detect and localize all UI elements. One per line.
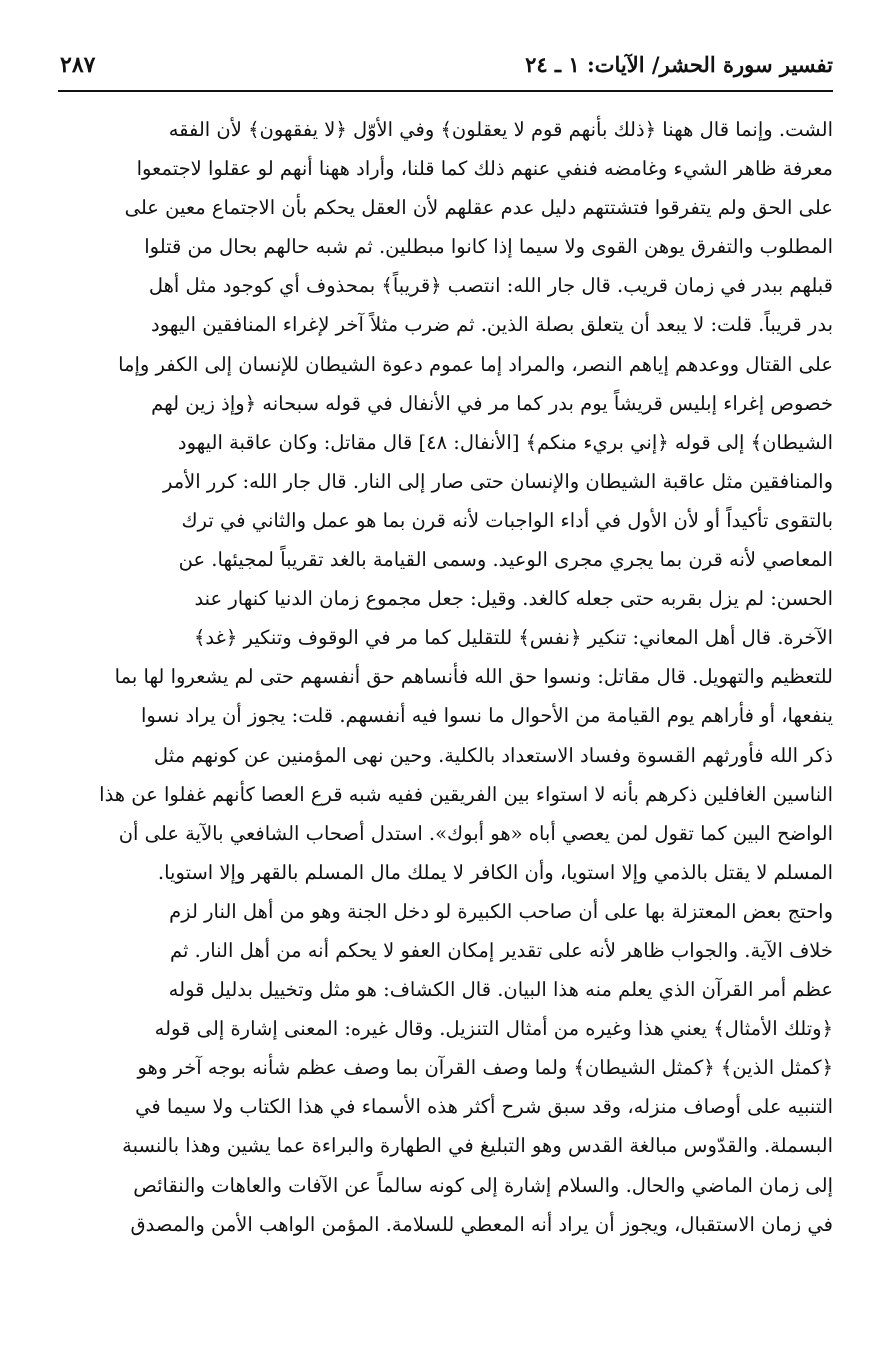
page-number: ٢٨٧ (60, 52, 96, 78)
text-line: الشيطان﴾ إلى قوله ﴿إني بريء منكم﴾ [الأنفال: ٤٨] قال مقاتل: وكان عاقبة اليهود (177, 430, 833, 454)
page-header (58, 52, 833, 86)
text-line: بالتقوى تأكيداً أو لأن الأول في أداء الواجبات لأنه قرن بما هو عمل والثاني في ترك (181, 508, 833, 532)
text-line: التنبيه على أوصاف منزله، وقد سبق شرح أكثر هذه الأسماء في هذا الكتاب ولا سيما في (135, 1095, 833, 1119)
header-divider (58, 90, 833, 92)
text-line: للتعظيم والتهويل. قال مقاتل: ونسوا حق الله فأنساهم حق أنفسهم حتى لم يشعروا لها بما (114, 665, 833, 689)
text-line: الناسين الغافلين ذكرهم بأنه لا استواء بين الفريقين ففيه شبه قرع العصا كأنهم غفلوا عن هذا (99, 782, 833, 806)
text-line: على القتال ووعدهم إياهم النصر، والمراد إما عموم دعوة الشيطان للإنسان إلى الكفر وإما (118, 352, 833, 376)
text-line: في زمان الاستقبال، ويجوز أن يراد أنه المعطي للسلامة. المؤمن الواهب الأمن والمصدق (130, 1212, 833, 1236)
body-text (58, 110, 833, 1244)
text-line: معرفة ظاهر الشيء وغامضه فنفي عنهم ذلك كما قلنا، وأراد ههنا أنهم لو عقلوا لاجتمعوا (136, 157, 833, 181)
text-line: ينفعها، أو فأراهم يوم القيامة من الأحوال ما نسوا فيه أنفسهم. قلت: يجوز أن يراد نسوا (140, 704, 833, 728)
text-line: ﴿وتلك الأمثال﴾ يعني هذا وغيره من أمثال التنزيل. وقال غيره: المعنى إشارة إلى قوله (154, 1017, 833, 1041)
text-line: الحسن: لم يزل بقربه حتى جعله كالغد. وقيل: جعل مجموع زمان الدنيا كنهار عند (194, 587, 833, 611)
text-line: والمنافقين مثل عاقبة الشيطان والإنسان حتى صار إلى النار. قال جار الله: كرر الأمر (162, 469, 833, 493)
running-title: تفسير سورة الحشر/ الآيات: ١ ـ ٢٤ (525, 52, 833, 77)
text-line: المطلوب والتفرق يوهن القوى ولا سيما إذا كانوا مبطلين. ثم شبه حالهم بحال من قتلوا (144, 235, 833, 259)
text-line: الواضح البين كما تقول لمن يعصي أباه «هو أبوك». استدل أصحاب الشافعي بالآية على أن (118, 821, 833, 845)
text-line: ذكر الله فأورثهم القسوة وفساد الاستعداد بالكلية. وحين نهى المؤمنين عن كونهم مثل (153, 743, 833, 767)
text-line: إلى زمان الماضي والحال. والسلام إشارة إلى كونه سالماً عن الآفات والعاهات والنقائص (133, 1173, 833, 1197)
text-line: خصوص إغراء إبليس قريشاً يوم بدر كما مر في الأنفال في قوله سبحانه ﴿وإذ زين لهم (151, 391, 833, 415)
text-line: واحتج بعض المعتزلة بها على أن صاحب الكبيرة لو دخل الجنة وهو من أهل النار لزم (169, 899, 833, 923)
text-line: المعاصي لأنه قرن بما يجري مجرى الوعيد. وسمى القيامة بالغد تقريباً لمجيئها. عن (178, 548, 833, 572)
text-line: بدر قريباً. قلت: لا يبعد أن يتعلق بصلة الذين. ثم ضرب مثلاً آخر لإغراء المنافقين اليهود (151, 313, 833, 337)
text-line: خلاف الآية. والجواب ظاهر لأنه على تقدير إمكان العفو لا يحكم أنه من أهل النار. ثم (169, 938, 833, 962)
text-line: عظم أمر القرآن الذي يعلم منه هذا البيان. قال الكشاف: هو مثل وتخييل بدليل قوله (168, 978, 833, 1002)
text-line: قبلهم ببدر في زمان قريب. قال جار الله: انتصب ﴿قريباً﴾ بمحذوف أي كوجود مثل أهل (148, 274, 833, 298)
text-line: الشت. وإنما قال ههنا ﴿ذلك بأنهم قوم لا يعقلون﴾ وفي الأوّل ﴿لا يفقهون﴾ لأن الفقه (168, 118, 833, 141)
text-line: على الحق ولم يتفرقوا فتشتتهم دليل عدم عقلهم لأن العقل يحكم بأن الاجتماع معين على (124, 196, 833, 220)
text-line: البسملة. والقدّوس مبالغة القدس وهو التبليغ في الطهارة والبراءة عما يشين وهذا بالنسبة (122, 1134, 833, 1158)
text-line: الآخرة. قال أهل المعاني: تنكير ﴿نفس﴾ للتقليل كما مر في الوقوف وتنكير ﴿غد﴾ (193, 626, 833, 650)
text-line: المسلم لا يقتل بالذمي وإلا استويا، وأن الكافر لا يملك مال المسلم بالقهر وإلا استويا. (157, 860, 833, 884)
text-line: ﴿كمثل الذين﴾ ﴿كمثل الشيطان﴾ ولما وصف القرآن بما وصف عظم شأنه بوجه آخر وهو (137, 1056, 833, 1080)
